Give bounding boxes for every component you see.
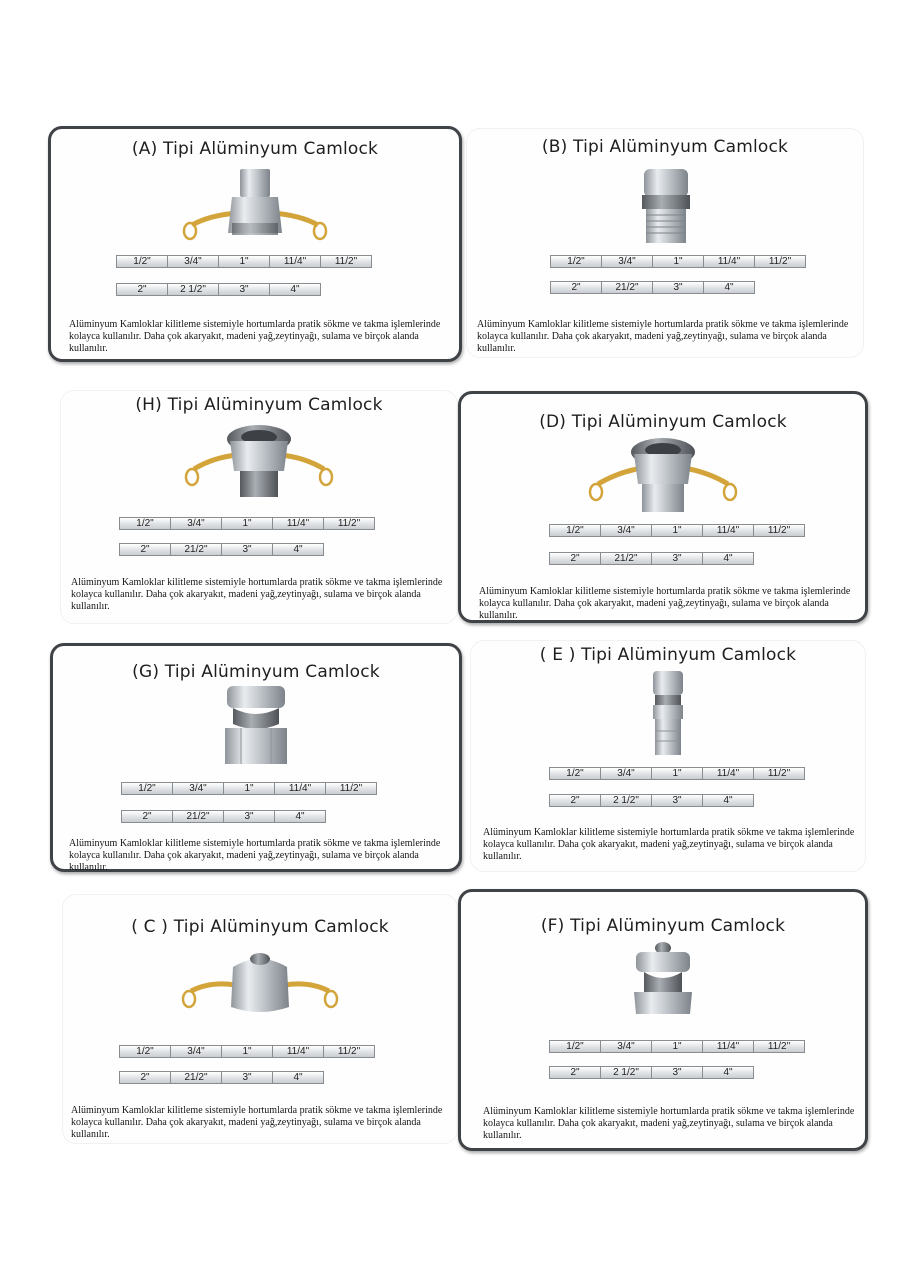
size-cell: 3/4" bbox=[170, 517, 222, 530]
size-cell: 4" bbox=[702, 794, 754, 807]
size-cell: 2" bbox=[116, 283, 168, 296]
size-cell: 3" bbox=[651, 552, 703, 565]
card-title: (B) Tipi Alüminyum Camlock bbox=[541, 137, 789, 157]
size-cell: 2" bbox=[550, 281, 602, 294]
size-cell: 1" bbox=[652, 255, 704, 268]
camlock-type-h-icon bbox=[174, 419, 344, 507]
size-cell: 11/4" bbox=[269, 255, 321, 268]
product-card-d bbox=[458, 391, 868, 623]
camlock-type-a-icon bbox=[170, 161, 340, 249]
size-cell: 2" bbox=[549, 794, 601, 807]
size-cell: 1/2" bbox=[121, 782, 173, 795]
size-cell: 4" bbox=[702, 552, 754, 565]
size-cell: 3" bbox=[651, 794, 703, 807]
size-cell: 4" bbox=[274, 810, 326, 823]
size-cell: 2" bbox=[121, 810, 173, 823]
product-card-a bbox=[48, 126, 462, 362]
size-cell: 4" bbox=[272, 543, 324, 556]
size-cell: 21/2" bbox=[170, 1071, 222, 1084]
card-title: (G) Tipi Alüminyum Camlock bbox=[132, 662, 380, 682]
card-title: (D) Tipi Alüminyum Camlock bbox=[539, 412, 787, 432]
size-cell: 2 1/2" bbox=[600, 794, 652, 807]
size-cell: 11/2" bbox=[323, 1045, 375, 1058]
size-cell: 11/2" bbox=[320, 255, 372, 268]
size-cell: 21/2" bbox=[600, 552, 652, 565]
size-cell: 4" bbox=[272, 1071, 324, 1084]
size-cell: 2 1/2" bbox=[600, 1066, 652, 1079]
size-cell: 11/2" bbox=[753, 1040, 805, 1053]
size-cell: 11/2" bbox=[323, 517, 375, 530]
size-cell: 1" bbox=[223, 782, 275, 795]
size-cell: 1" bbox=[218, 255, 270, 268]
size-cell: 21/2" bbox=[172, 810, 224, 823]
card-title: (F) Tipi Alüminyum Camlock bbox=[540, 916, 786, 936]
size-cell: 1" bbox=[651, 524, 703, 537]
product-card-g bbox=[50, 643, 462, 872]
card-description: Alüminyum Kamloklar kilitleme sistemiyle hortumlarda pratik sökme ve takma işlemlerinde kolayca kullanılır. Daha çok akaryakıt, madeni yağ,zeytinyağı, sulama ve birçok alanda kullanılır. bbox=[71, 1105, 443, 1140]
size-cell: 1/2" bbox=[549, 524, 601, 537]
size-cell: 2" bbox=[119, 543, 171, 556]
size-cell: 1" bbox=[651, 767, 703, 780]
size-cell: 3" bbox=[221, 543, 273, 556]
camlock-type-d-icon bbox=[578, 434, 748, 522]
card-description: Alüminyum Kamloklar kilitleme sistemiyle hortumlarda pratik sökme ve takma işlemlerinde kolayca kullanılır. Daha çok akaryakıt, madeni yağ,zeytinyağı, sulama ve birçok alanda kullanılır. bbox=[479, 586, 851, 621]
size-cell: 1/2" bbox=[549, 1040, 601, 1053]
size-cell: 11/2" bbox=[753, 524, 805, 537]
size-cell: 3/4" bbox=[167, 255, 219, 268]
product-card-c bbox=[62, 894, 458, 1144]
size-cell: 2 1/2" bbox=[167, 283, 219, 296]
size-cell: 3" bbox=[221, 1071, 273, 1084]
card-description: Alüminyum Kamloklar kilitleme sistemiyle hortumlarda pratik sökme ve takma işlemlerinde kolayca kullanılır. Daha çok akaryakıt, madeni yağ,zeytinyağı, sulama ve birçok alanda kullanılır. bbox=[71, 577, 443, 612]
size-cell: 11/4" bbox=[702, 767, 754, 780]
size-cell: 1" bbox=[221, 517, 273, 530]
card-description: Alüminyum Kamloklar kilitleme sistemiyle hortumlarda pratik sökme ve takma işlemlerinde kolayca kullanılır. Daha çok akaryakıt, madeni yağ,zeytinyağı, sulama ve birçok alanda kullanılır. bbox=[483, 827, 855, 862]
size-cell: 3/4" bbox=[600, 1040, 652, 1053]
size-cell: 1" bbox=[221, 1045, 273, 1058]
size-cell: 11/4" bbox=[702, 524, 754, 537]
size-cell: 11/4" bbox=[272, 517, 324, 530]
product-card-b bbox=[466, 128, 864, 358]
size-cell: 2" bbox=[549, 552, 601, 565]
camlock-type-b-icon bbox=[580, 163, 750, 251]
camlock-type-g-icon bbox=[171, 684, 341, 772]
size-cell: 2" bbox=[119, 1071, 171, 1084]
size-cell: 3" bbox=[223, 810, 275, 823]
size-cell: 11/4" bbox=[272, 1045, 324, 1058]
size-cell: 11/4" bbox=[274, 782, 326, 795]
size-cell: 3/4" bbox=[172, 782, 224, 795]
camlock-type-e-icon bbox=[583, 669, 753, 757]
card-description: Alüminyum Kamloklar kilitleme sistemiyle hortumlarda pratik sökme ve takma işlemlerinde kolayca kullanılır. Daha çok akaryakıt, madeni yağ,zeytinyağı, sulama ve birçok alanda kullanılır. bbox=[477, 319, 849, 354]
size-cell: 1/2" bbox=[550, 255, 602, 268]
card-title: (H) Tipi Alüminyum Camlock bbox=[135, 395, 383, 415]
size-cell: 3/4" bbox=[170, 1045, 222, 1058]
size-cell: 3/4" bbox=[601, 255, 653, 268]
card-title: (A) Tipi Alüminyum Camlock bbox=[131, 139, 379, 159]
size-cell: 21/2" bbox=[601, 281, 653, 294]
size-cell: 3" bbox=[218, 283, 270, 296]
size-cell: 11/2" bbox=[753, 767, 805, 780]
card-title: ( C ) Tipi Alüminyum Camlock bbox=[131, 917, 389, 937]
size-cell: 11/2" bbox=[754, 255, 806, 268]
card-description: Alüminyum Kamloklar kilitleme sistemiyle hortumlarda pratik sökme ve takma işlemlerinde kolayca kullanılır. Daha çok akaryakıt, madeni yağ,zeytinyağı, sulama ve birçok alanda kullanılır. bbox=[69, 838, 441, 873]
card-description: Alüminyum Kamloklar kilitleme sistemiyle hortumlarda pratik sökme ve takma işlemlerinde kolayca kullanılır. Daha çok akaryakıt, madeni yağ,zeytinyağı, sulama ve birçok alanda kullanılır. bbox=[69, 319, 441, 354]
card-title: ( E ) Tipi Alüminyum Camlock bbox=[539, 645, 797, 665]
size-cell: 1/2" bbox=[549, 767, 601, 780]
product-card-f bbox=[458, 889, 868, 1151]
size-cell: 3/4" bbox=[600, 767, 652, 780]
size-cell: 4" bbox=[703, 281, 755, 294]
product-card-e bbox=[470, 640, 866, 872]
size-cell: 21/2" bbox=[170, 543, 222, 556]
size-cell: 4" bbox=[702, 1066, 754, 1079]
product-card-h bbox=[60, 390, 458, 624]
camlock-type-c-icon bbox=[175, 945, 345, 1033]
size-cell: 1/2" bbox=[119, 517, 171, 530]
size-cell: 1" bbox=[651, 1040, 703, 1053]
size-cell: 1/2" bbox=[116, 255, 168, 268]
size-cell: 3/4" bbox=[600, 524, 652, 537]
size-cell: 1/2" bbox=[119, 1045, 171, 1058]
size-cell: 11/4" bbox=[703, 255, 755, 268]
size-cell: 2" bbox=[549, 1066, 601, 1079]
size-cell: 4" bbox=[269, 283, 321, 296]
camlock-type-f-icon bbox=[578, 940, 748, 1028]
size-cell: 11/2" bbox=[325, 782, 377, 795]
card-description: Alüminyum Kamloklar kilitleme sistemiyle hortumlarda pratik sökme ve takma işlemlerinde kolayca kullanılır. Daha çok akaryakıt, madeni yağ,zeytinyağı, sulama ve birçok alanda kullanılır. bbox=[483, 1106, 855, 1141]
size-cell: 3" bbox=[651, 1066, 703, 1079]
size-cell: 11/4" bbox=[702, 1040, 754, 1053]
size-cell: 3" bbox=[652, 281, 704, 294]
